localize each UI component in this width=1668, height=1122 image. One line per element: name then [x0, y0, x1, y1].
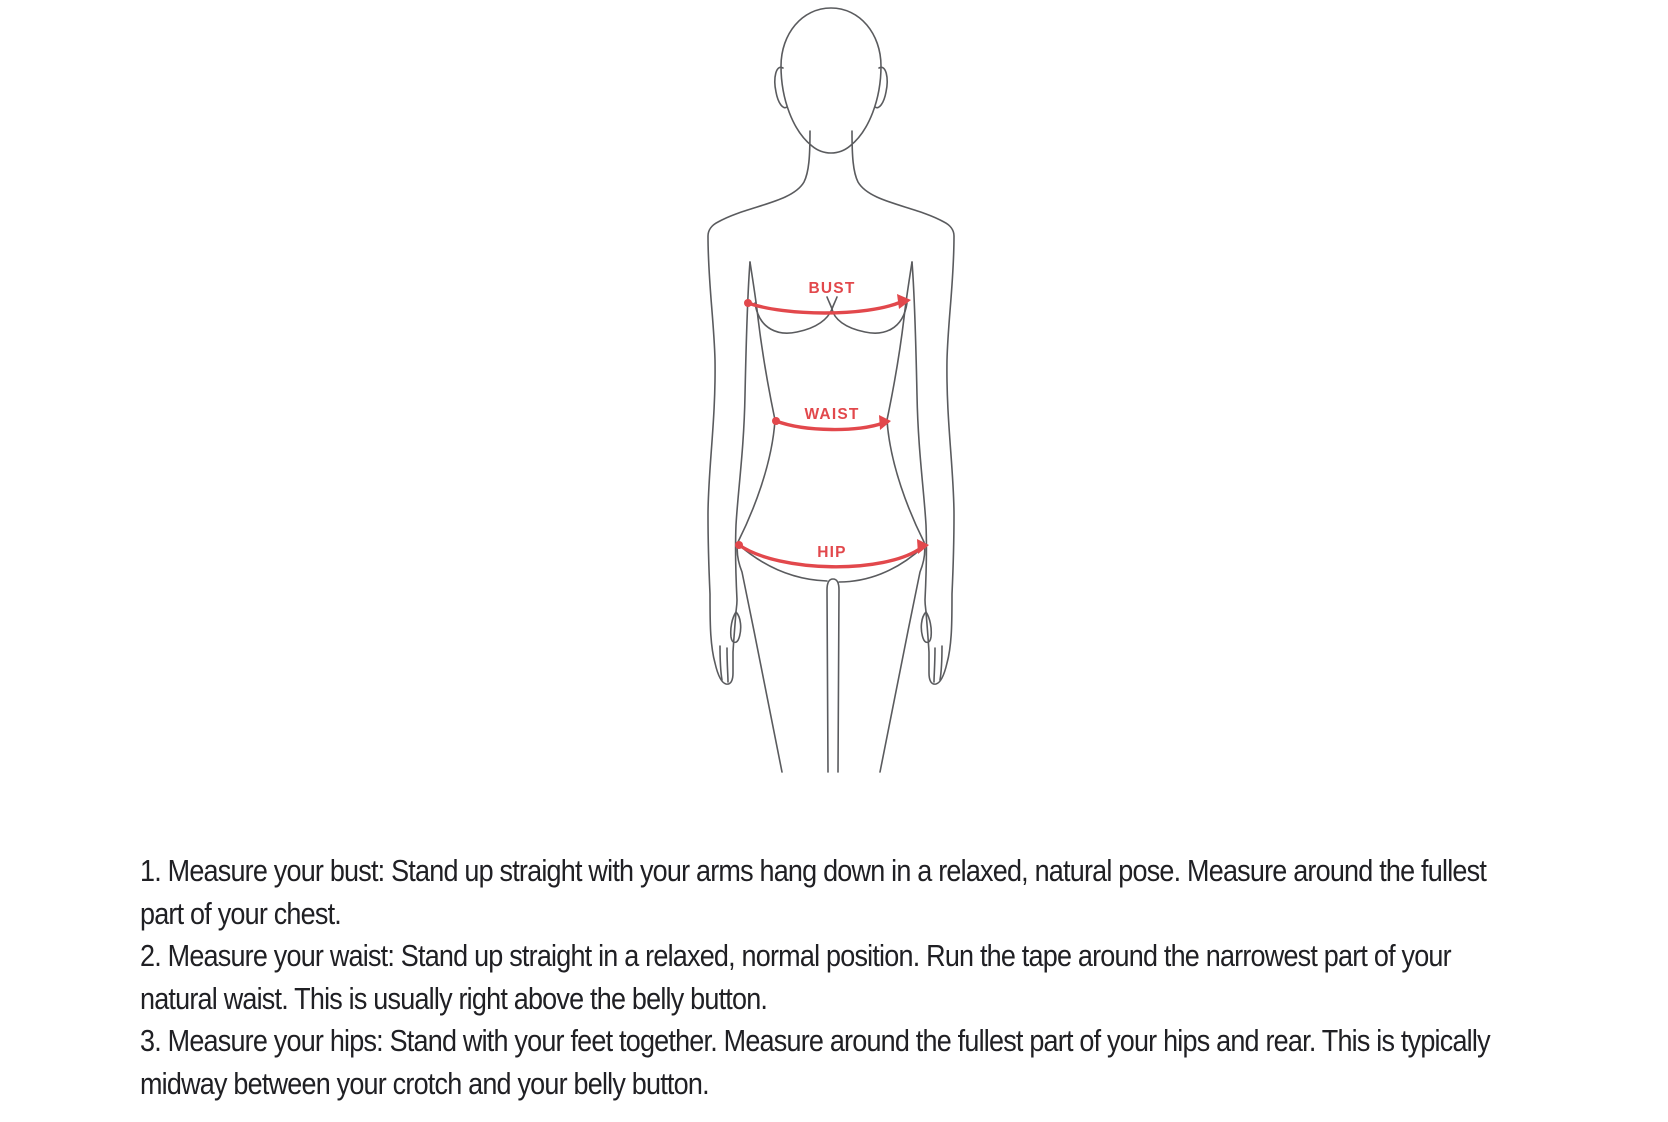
right-torso-outline — [880, 262, 925, 772]
measurement-instructions — [140, 850, 1654, 1105]
bust-tape-arrowhead — [897, 294, 911, 309]
instruction-line: 3. Measure your hips: Stand with your feet together. Measure around the fullest part of your hips and rear. This is typically — [140, 1023, 1490, 1058]
sternum-notch — [827, 297, 837, 309]
right-neck-shoulder-arm — [852, 131, 954, 684]
instruction-line: 1. Measure your bust: Stand up straight with your arms hang down in a relaxed, natural pose. Measure around the fullest — [140, 853, 1487, 888]
instruction-item-hips — [140, 1020, 1654, 1105]
right-finger-lines — [934, 646, 942, 682]
instruction-item-bust — [140, 850, 1654, 935]
instruction-line: part of your chest. — [140, 895, 341, 931]
right-bust-curve — [832, 303, 907, 333]
hip-label: HIP — [817, 544, 847, 561]
inner-leg-lines — [827, 579, 839, 772]
body-measurement-diagram — [680, 0, 980, 780]
instruction-line: 2. Measure your waist: Stand up straight in a relaxed, normal position. Run the tape around the narrowest part of your — [140, 938, 1451, 973]
instruction-item-waist — [140, 935, 1654, 1020]
bust-label: BUST — [808, 280, 856, 297]
waist-tape-arrowhead — [879, 415, 891, 430]
female-figure-illustration — [680, 0, 980, 780]
waist-label: WAIST — [804, 406, 860, 423]
instruction-line: midway between your crotch and your belly button. — [140, 1065, 709, 1101]
left-inner-arm — [731, 262, 750, 642]
right-inner-arm — [912, 262, 931, 642]
left-torso-outline — [737, 262, 782, 772]
head-outline — [781, 8, 881, 153]
instruction-line: natural waist. This is usually right above the belly button. — [140, 980, 768, 1016]
bust-tape-arrow — [748, 302, 901, 313]
left-finger-lines — [720, 646, 728, 682]
left-neck-shoulder-arm — [708, 131, 810, 684]
